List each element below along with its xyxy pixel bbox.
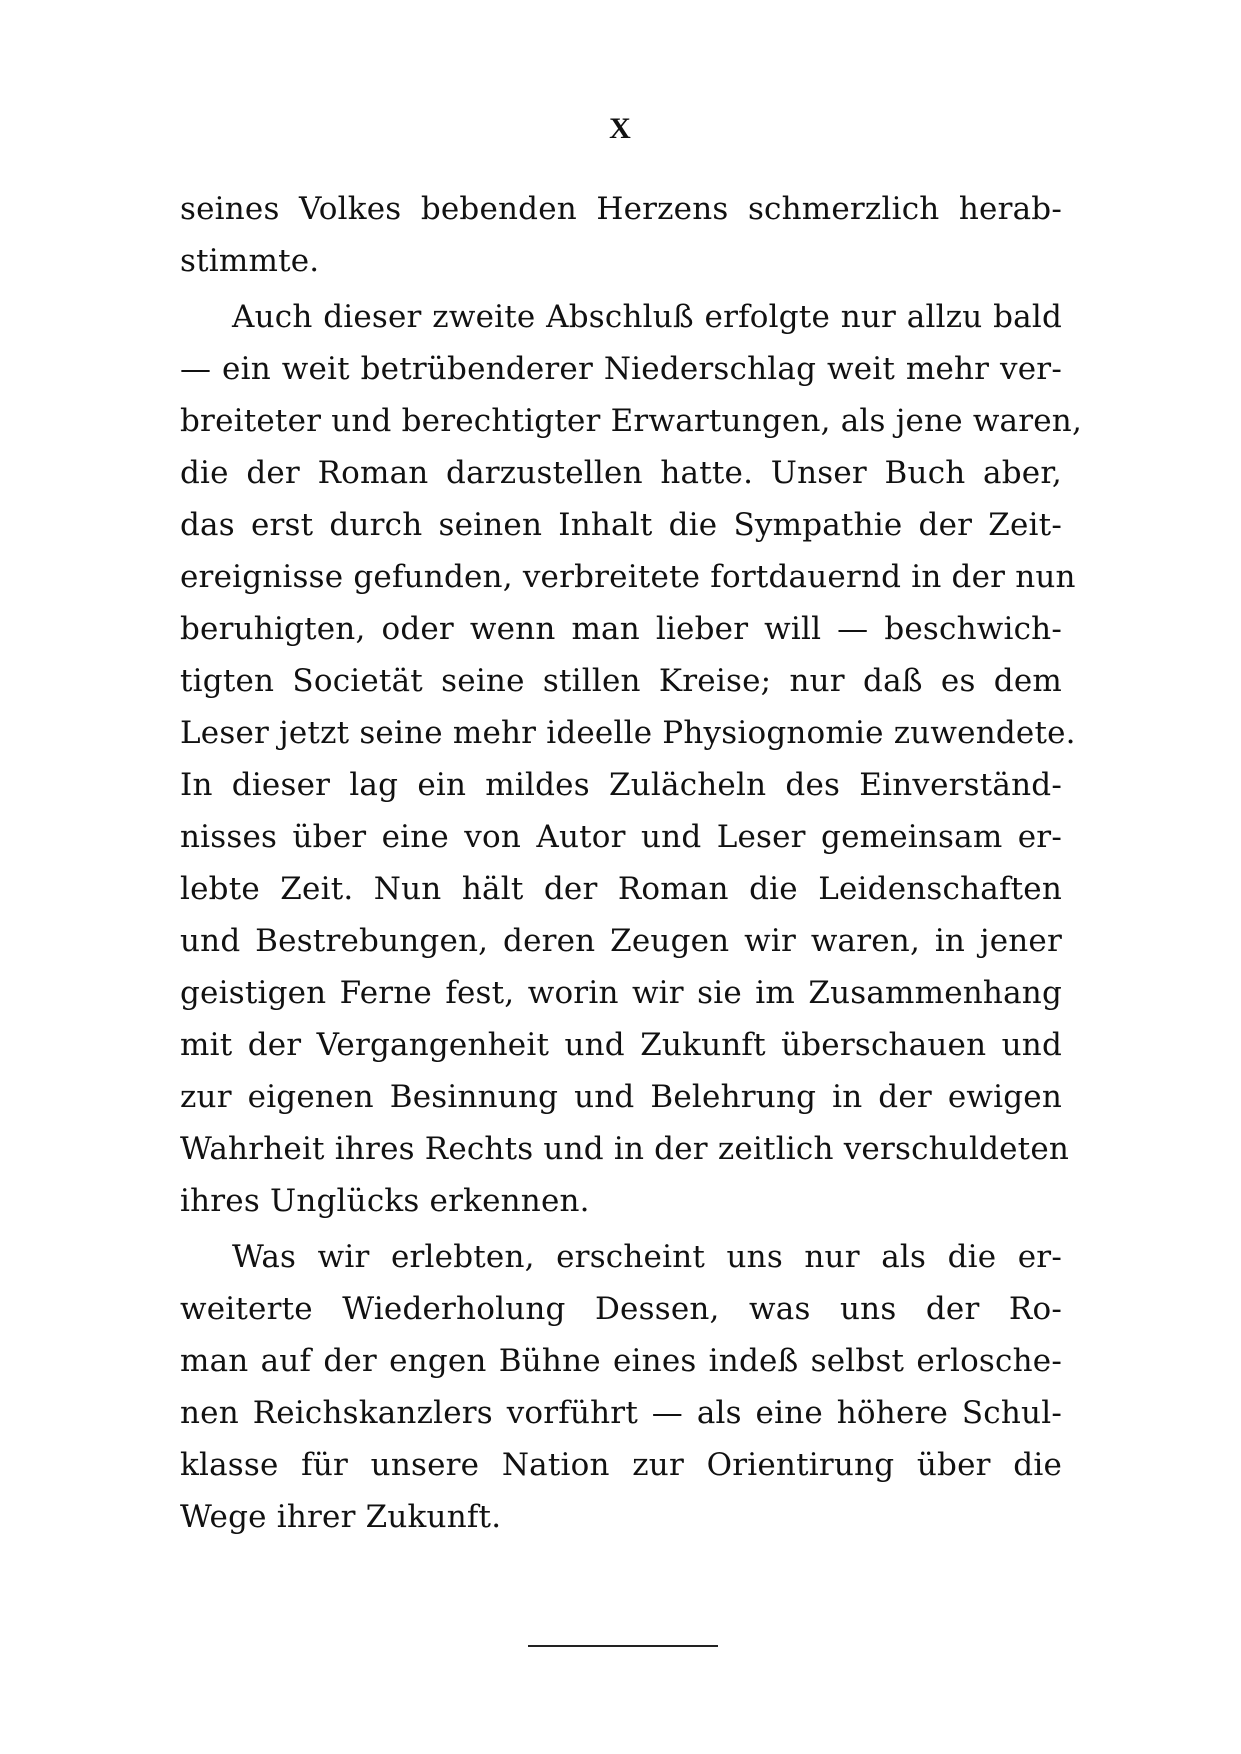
paragraph bbox=[180, 183, 1062, 287]
text-line: ereignisse gefunden, verbreitete fortdauernd in der nun bbox=[180, 559, 1076, 595]
text-line: seines Volkes bebenden Herzens schmerzlich herab- bbox=[180, 191, 1062, 227]
text-line: Wahrheit ihres Rechts und in der zeitlich verschuldeten bbox=[180, 1131, 1070, 1167]
paragraph bbox=[180, 1231, 1062, 1543]
text-line: geistigen Ferne fest, worin wir sie im Zusammenhang bbox=[180, 975, 1062, 1011]
text-line: Leser jetzt seine mehr ideelle Physiognomie zuwendete. bbox=[180, 715, 1076, 751]
text-line: tigten Societät seine stillen Kreise; nur daß es dem bbox=[180, 663, 1062, 699]
text-line: beruhigten, oder wenn man lieber will — beschwich- bbox=[180, 611, 1062, 647]
text-line: zur eigenen Besinnung und Belehrung in der ewigen bbox=[180, 1079, 1062, 1115]
text-line: — ein weit betrübenderer Niederschlag weit mehr ver- bbox=[180, 351, 1062, 387]
text-line: lebte Zeit. Nun hält der Roman die Leidenschaften bbox=[180, 871, 1062, 907]
text-line: klasse für unsere Nation zur Orientirung über die bbox=[180, 1447, 1062, 1483]
text-line: breiteter und berechtigter Erwartungen, als jene waren, bbox=[180, 403, 1083, 439]
text-line: ihres Unglücks erkennen. bbox=[180, 1183, 590, 1219]
text-line: Wege ihrer Zukunft. bbox=[180, 1499, 502, 1535]
text-line: und Bestrebungen, deren Zeugen wir waren, in jener bbox=[180, 923, 1062, 959]
text-line: man auf der engen Bühne eines indeß selbst erlosche- bbox=[180, 1343, 1062, 1379]
body-text bbox=[180, 183, 1083, 1543]
text-line: stimmte. bbox=[180, 243, 320, 279]
text-line: die der Roman darzustellen hatte. Unser Buch aber, bbox=[180, 455, 1062, 491]
paragraph bbox=[180, 291, 1083, 1227]
text-line: weiterte Wiederholung Dessen, was uns der Ro- bbox=[180, 1291, 1062, 1327]
text-line: Auch dieser zweite Abschluß erfolgte nur allzu bald bbox=[232, 299, 1062, 335]
page-number: X bbox=[609, 112, 632, 145]
text-line: In dieser lag ein mildes Zulächeln des Einverständ- bbox=[180, 767, 1062, 803]
end-rule-divider bbox=[528, 1645, 718, 1647]
text-line: nisses über eine von Autor und Leser gemeinsam er- bbox=[180, 819, 1062, 855]
text-line: nen Reichskanzlers vorführt — als eine höhere Schul- bbox=[180, 1395, 1062, 1431]
text-line: Was wir erlebten, erscheint uns nur als die er- bbox=[232, 1239, 1062, 1275]
text-line: mit der Vergangenheit und Zukunft überschauen und bbox=[180, 1027, 1062, 1063]
text-line: das erst durch seinen Inhalt die Sympathie der Zeit- bbox=[180, 507, 1062, 543]
